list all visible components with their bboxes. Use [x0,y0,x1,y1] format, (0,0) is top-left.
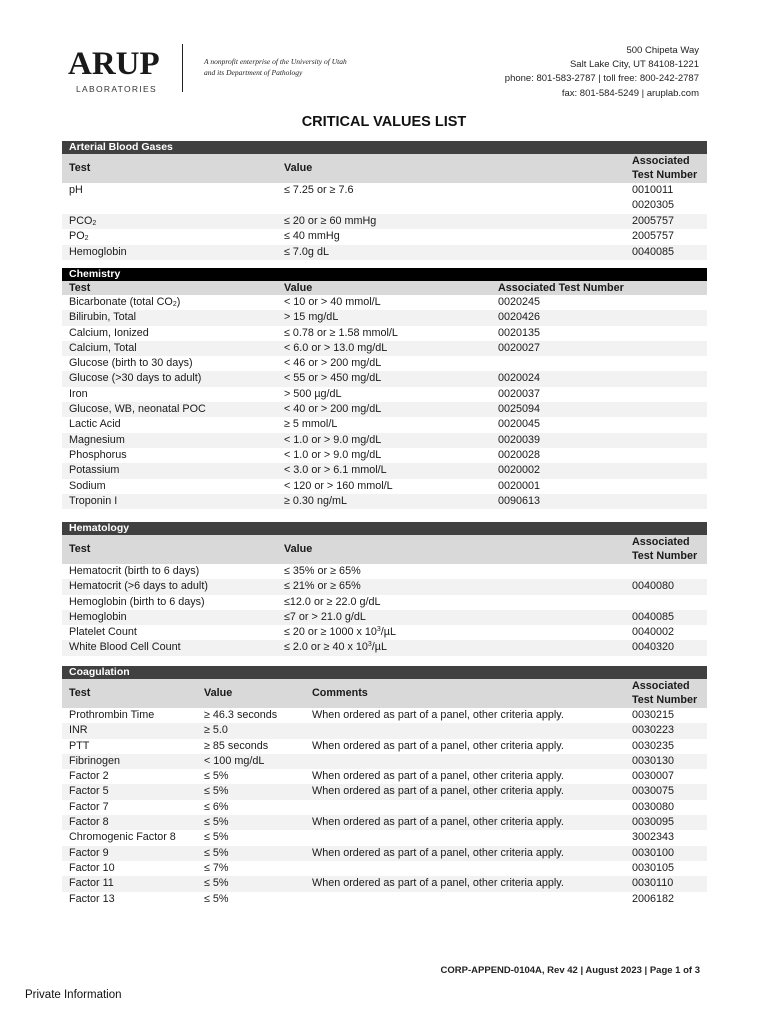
table-row [62,876,707,891]
abg-table-header [62,154,707,183]
test-name: Fibrinogen [69,754,121,767]
address-line-4: fax: 801-584-5249 | aruplab.com [561,87,699,99]
test-name: Lactic Acid [69,418,121,431]
test-number: 0030095 [632,816,675,829]
test-number: 0020028 [498,448,541,461]
tagline-line-1: A nonprofit enterprise of the University of Utah [204,57,347,66]
test-number: 0090613 [498,494,541,507]
test-value: ≤ 35% or ≥ 65% [284,565,361,577]
test-value: ≤ 5% [204,892,229,905]
test-number: 0020045 [498,418,541,431]
test-name: Factor 8 [69,816,109,829]
test-name: Hemoglobin (birth to 6 days) [69,595,205,608]
test-number: 0030007 [632,770,675,783]
coagulation-section [62,666,707,907]
header-divider [182,44,183,92]
col-value-header: Value [284,162,313,174]
test-name: Glucose (>30 days to adult) [69,372,202,385]
test-value: < 46 or > 200 mg/dL [284,357,382,370]
test-name: Calcium, Total [69,341,137,354]
test-comment: When ordered as part of a panel, other criteria apply. [312,739,564,752]
test-name: Factor 5 [69,785,109,798]
test-value: ≥ 46.3 seconds [204,709,278,721]
test-number: 0030110 [632,877,674,890]
test-comment: When ordered as part of a panel, other criteria apply. [312,816,564,829]
address-line-1: 500 Chipeta Way [626,45,699,56]
table-row [62,326,707,341]
table-row [62,846,707,861]
table-row [62,739,707,754]
logo-subtitle: LABORATORIES [76,84,157,94]
test-number: 0030105 [632,861,675,874]
page-title: CRITICAL VALUES LIST [301,114,467,130]
test-name: Potassium [69,464,120,477]
table-row [62,479,707,494]
test-number: 0020037 [498,387,541,400]
table-row [62,295,707,310]
test-value: > 15 mg/dL [284,311,339,324]
test-value: ≥ 5.0 [204,724,228,737]
test-number: 0030215 [632,709,675,721]
hematology-table-header: Test Value Associated Test Number [62,535,707,564]
test-number: 0030080 [632,800,675,813]
test-number: 0020002 [498,464,541,477]
test-value: ≥ 0.30 ng/mL [284,494,347,507]
test-number: 0030235 [632,739,675,752]
test-name: Factor 10 [69,861,115,874]
test-comment: When ordered as part of a panel, other criteria apply. [312,709,564,721]
address-line-3: phone: 801-583-2787 | toll free: 800-242-2787 [504,73,699,85]
test-value: ≤ 21% or ≥ 65% [284,580,361,593]
test-value: ≥ 5 mmol/L [284,418,338,431]
test-number: 0020027 [498,341,541,354]
table-row [62,610,707,625]
test-value: ≤ 5% [204,785,229,798]
test-number: 0030100 [632,846,675,859]
table-row [62,371,707,386]
test-name: Factor 9 [69,846,109,859]
table-row [62,402,707,417]
hematology-section [62,522,707,656]
table-row: Hemoglobin ≤ 7.0g dL 0040085 [62,245,707,260]
table-row [62,861,707,876]
test-value: ≤ 7% [204,861,229,874]
table-row: $PO_2$ ≤ 40 mmHg 2005757 [69,230,675,243]
test-value: < 1.0 or > 9.0 mg/dL [284,448,382,461]
test-name: Sodium [69,479,106,492]
test-name: Hematocrit (birth to 6 days) [69,565,200,577]
test-value: < 55 or > 450 mg/dL [284,372,382,385]
test-number: 0020426 [498,311,541,324]
test-number: 0040320 [632,641,675,654]
coagulation-table-header: Test Value Comments Associated Test Number [62,679,707,708]
test-name: Hematocrit (>6 days to adult) [69,580,208,593]
table-row [62,494,707,509]
tagline [204,56,347,78]
test-name: Factor 11 [69,877,114,890]
test-name: Bilirubin, Total [69,311,137,324]
chemistry-section [62,268,707,509]
test-value: ≥ 85 seconds [204,739,269,752]
private-information-label: Private Information [25,989,122,1001]
test-number: 0030130 [632,754,675,767]
test-name: Phosphorus [69,448,127,461]
table-row [62,433,707,448]
test-number: 0030223 [632,724,675,737]
test-value: ≤ 5% [204,846,229,859]
address-line-2: Salt Lake City, UT 84108-1221 [569,59,699,71]
abg-section [62,141,707,260]
coagulation-section-header: Coagulation [62,666,707,679]
test-number: 3002343 [632,831,675,844]
test-name: Chromogenic Factor 8 [69,831,176,844]
chemistry-table-header: Test Value Associated Test Number [62,281,707,295]
test-value: ≤ 2.0 or ≥ 40 x $10^3/\mu L$ [284,641,388,654]
table-row [62,463,707,478]
test-name: Factor 13 [69,892,115,905]
table-row: $PCO_2$ ≤ 20 or ≥ 60 mmHg 2005757 [62,214,707,229]
test-value: ≤ 6% [204,800,229,813]
test-name: Hemoglobin [69,610,127,623]
table-row [62,310,707,325]
test-comment: When ordered as part of a panel, other criteria apply. [312,770,564,783]
table-row [62,892,707,907]
test-number: 0040080 [632,580,675,593]
test-comment: When ordered as part of a panel, other criteria apply. [312,785,564,798]
test-number: 0020024 [498,372,541,385]
arup-logo [68,46,163,94]
test-number: 0025094 [498,403,541,416]
table-row [62,448,707,463]
table-row [62,595,707,610]
test-name: Glucose, WB, neonatal POC [69,403,206,416]
test-value: ≤ 5% [204,877,229,890]
test-value: ≤ 5% [204,831,229,844]
address-block [505,44,699,101]
test-number: 2006182 [632,892,675,905]
test-value: ≤ 5% [204,770,229,783]
test-name: White Blood Cell Count [69,641,181,654]
table-row [62,830,707,845]
test-value: < 40 or > 200 mg/dL [284,403,382,416]
test-number: 0020135 [498,326,541,339]
test-number: 0040002 [632,626,675,639]
test-value: < 10 or > 40 mmol/L [284,296,381,308]
test-value: ≤7 or > 21.0 g/dL [284,610,366,623]
table-row [62,341,707,356]
test-value: ≤12.0 or ≥ 22.0 g/dL [284,595,381,608]
table-row [62,564,707,579]
test-name: Platelet Count [69,626,137,639]
test-name: Factor 7 [69,800,109,813]
table-row [62,356,707,371]
test-comment: When ordered as part of a panel, other criteria apply. [312,877,564,890]
col-test-header: Test [69,162,91,174]
table-row [62,625,707,640]
test-name: Prothrombin Time [69,709,155,721]
col-assoc-header: Associated Test Number [632,155,698,181]
abg-section-header: Arterial Blood Gases [62,141,707,154]
test-comment: When ordered as part of a panel, other criteria apply. [312,846,564,859]
table-row [62,387,707,402]
test-name: INR [69,724,88,737]
test-number: 0040085 [632,610,675,623]
test-name: PTT [69,739,90,752]
test-name: Bicarbonate (total $CO_2$) [69,296,181,308]
test-name: Iron [69,387,88,400]
table-row [62,769,707,784]
table-row [62,417,707,432]
test-value: < 100 mg/dL [204,754,265,767]
test-number: 0020245 [498,296,541,308]
chemistry-section-header: Chemistry [62,268,707,281]
test-number: 0020039 [498,433,541,446]
table-row [62,708,707,723]
test-value: ≤ 20 or ≥ 1000 x $10^3/\mu L$ [284,626,397,639]
test-name: Calcium, Ionized [69,326,149,339]
test-value: < 120 or > 160 mmol/L [284,479,393,492]
test-name: Factor 2 [69,770,109,783]
test-number: 0030075 [632,785,675,798]
table-row [62,815,707,830]
test-value: < 6.0 or > 13.0 mg/dL [284,341,388,354]
table-row [62,640,707,655]
table-row [62,800,707,815]
tagline-line-2: and its Department of Pathology [204,68,303,77]
table-row [62,754,707,769]
test-value: < 3.0 or > 6.1 mmol/L [284,464,387,477]
table-row: pH ≤ 7.25 or ≥ 7.6 0010011 0020305 [69,184,675,212]
test-value: > 500 µg/dL [284,387,342,400]
test-value: ≤ 0.78 or ≥ 1.58 mmol/L [284,326,398,339]
logo-wordmark: ARUP [68,46,160,82]
table-row [62,579,707,594]
table-row [62,784,707,799]
test-value: < 1.0 or > 9.0 mg/dL [284,433,382,446]
hematology-section-header: Hematology [62,522,707,535]
test-name: Magnesium [69,433,125,446]
test-name: Troponin I [69,494,118,507]
test-number: 0020001 [498,479,541,492]
test-value: ≤ 5% [204,816,229,829]
table-row [62,723,707,738]
page-footer: CORP-APPEND-0104A, Rev 42 | August 2023 | Page 1 of 3 [440,965,700,976]
test-name: Glucose (birth to 30 days) [69,357,193,370]
